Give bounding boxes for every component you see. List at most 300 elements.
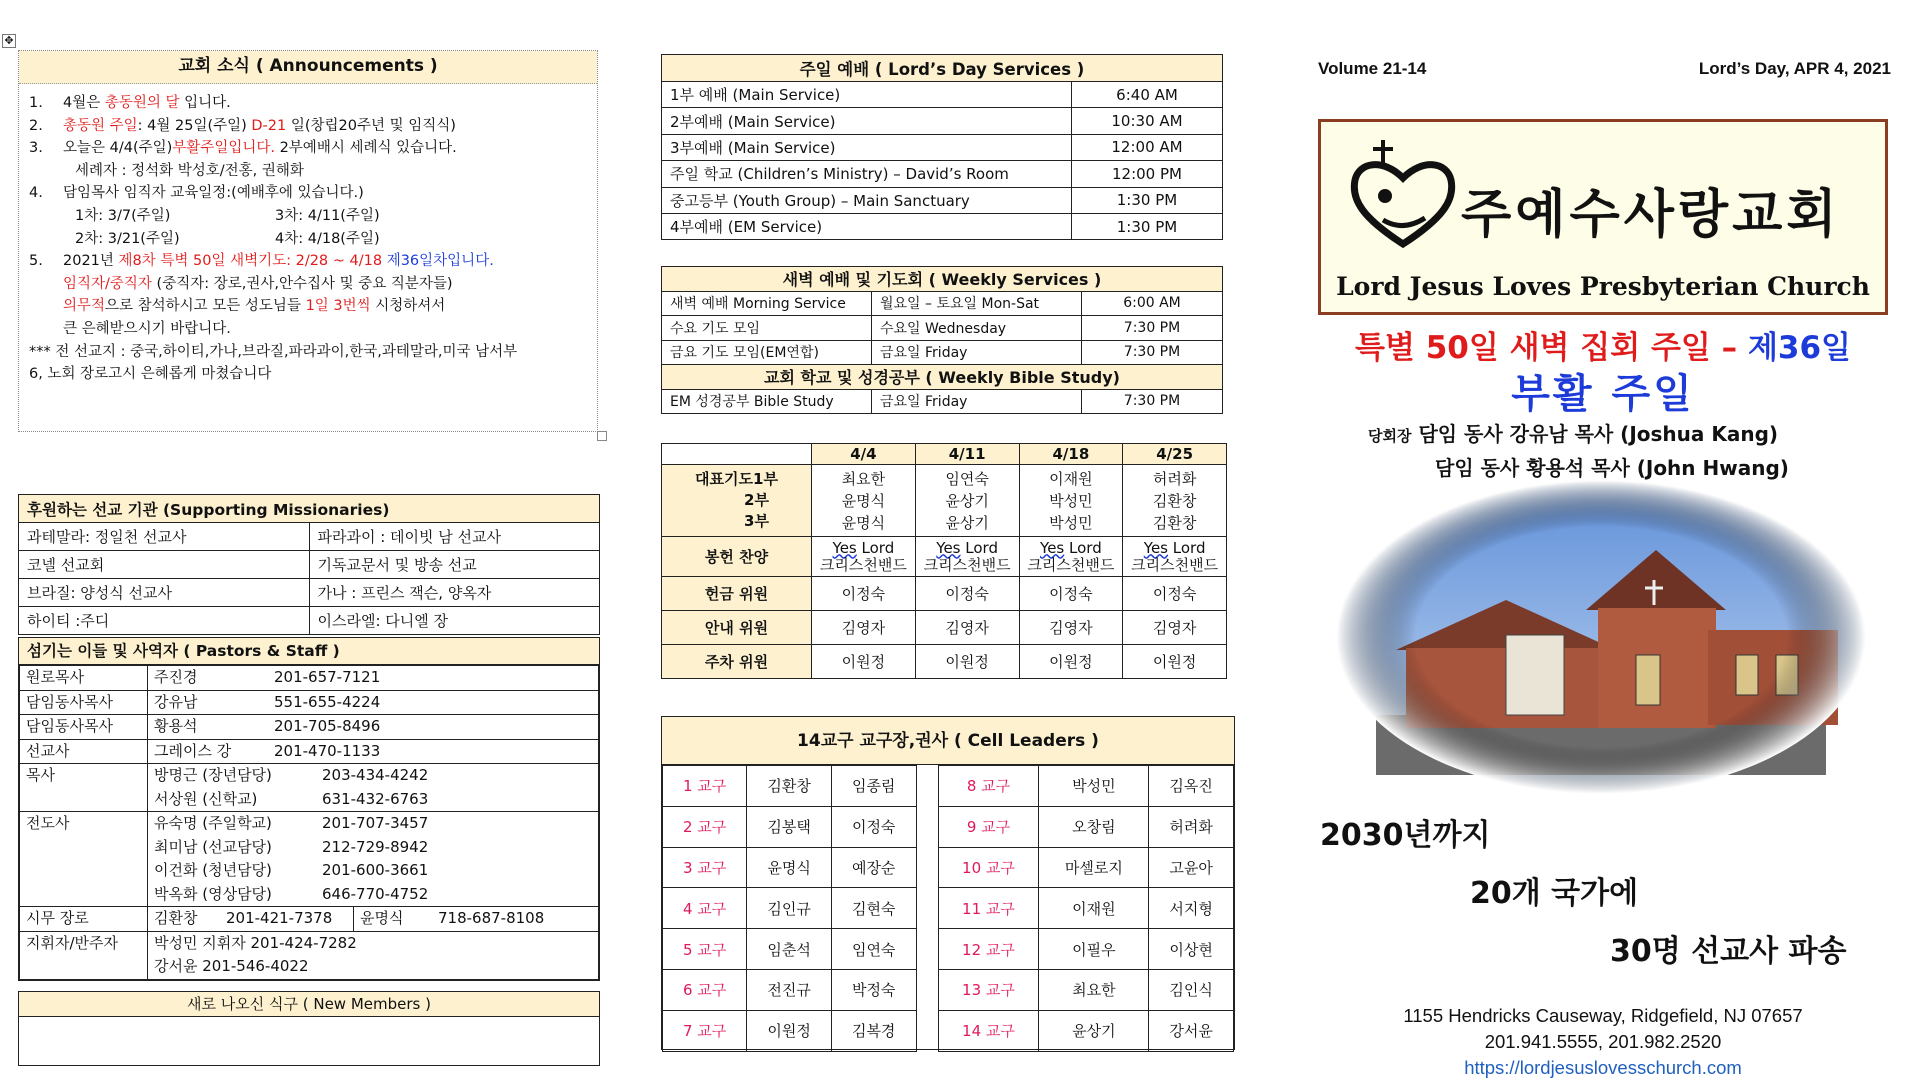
staff-name: 그레이스 강 [154,741,232,760]
conductors-row [20,931,599,979]
staff-name: 최미남 (선교담당) [154,837,272,856]
announcement-item [29,160,587,183]
weekly-day: 금요일 Friday [872,340,1082,365]
weekly-name: 금요 기도 모임(EM연합) [662,340,872,365]
prayer-name: 허려화 [1152,469,1197,488]
new-members-box [18,991,600,1066]
elder-entry [353,907,550,931]
staff-name: 황용석 [154,717,198,735]
weekly-row [662,291,1223,316]
cell-leader-name: 전진규 [747,969,832,1010]
cell-row [663,1010,1234,1051]
staff-phone: 201-707-3457 [322,814,429,832]
staff-phone: 551-655-4224 [274,692,381,711]
staff-info [148,907,599,932]
choir-name-bottom: 크리스천밴드 [1131,555,1219,574]
roster-role: 헌금 위원 [662,577,812,611]
bible-study-title: 교회 학교 및 성경공부 ( Weekly Bible Study) [662,365,1223,390]
prayer-name: 윤상기 [945,513,989,532]
cell-number: 13 교구 [938,969,1039,1010]
text-run: 4월은 [63,95,105,111]
service-time: 6:40 AM [1072,82,1223,108]
cell-number: 6 교구 [663,969,747,1010]
text-run: 2부예배시 세례식 있습니다. [274,140,457,157]
weekly-title: 새벽 예배 및 기도회 ( Weekly Services ) [662,267,1223,292]
weekly-time: 6:00 AM [1082,291,1223,316]
announcement-item-5-line [29,273,587,296]
staff-phone: 212-729-8942 [322,837,429,856]
staff-role-text: 담임동사목사 [26,692,113,711]
cell-leader-name: 오창림 [1039,806,1149,847]
weekly-name: 새벽 예배 Morning Service [662,291,872,316]
prayer-name: 이재원 [1049,469,1093,488]
cell-leader-name: 이재원 [1039,888,1149,929]
staff-role [20,666,148,691]
elders-line [148,907,598,931]
bible-study-row [662,389,1223,414]
staff-info [148,715,599,740]
service-name: 1부 예배 (Main Service) [662,82,1072,108]
cell-leader-name: 김인식 [1149,969,1234,1010]
missionary-entry: 파라과이 : 데이빗 남 선교사 [309,523,600,551]
item-text [63,295,445,318]
text-run: 제36일차입니다. [382,253,494,270]
cell-row [663,888,1234,929]
choir-yes: Yes [1143,538,1168,557]
cell-number: 8 교구 [938,766,1039,807]
elder-entry [148,907,353,931]
roster-name: 김영자 [915,611,1019,645]
prayer-service-label: 대표기도1부 [695,470,778,488]
cell-number: 12 교구 [938,929,1039,970]
volume-label: Volume 21-14 [1318,59,1427,78]
cell-gap [916,806,938,847]
choir-yes: Yes [832,538,857,557]
roster-date: 4/25 [1123,444,1227,465]
service-name: 3부예배 (Main Service) [662,134,1072,160]
missionary-entry: 하이티 :주디 [19,607,310,635]
cell-gap [916,847,938,888]
roster-role: 안내 위원 [662,611,812,645]
staff-role-text: 원로목사 [26,668,84,686]
weekly-name: 수요 기도 모임 [662,316,872,341]
service-row [662,82,1223,108]
cell-leader-name: 이정숙 [831,806,916,847]
roster-name: 이원정 [812,645,916,679]
cell-leader-name: 김봉택 [747,806,832,847]
staff-line [154,691,592,715]
staff-name: 강유남 [154,692,198,711]
roster-row [662,577,1227,611]
item-text [63,250,494,273]
cell-number: 11 교구 [938,888,1039,929]
staff-line [154,715,592,739]
duty-roster-table [661,443,1227,679]
announcement-item [29,137,587,160]
text-run: 총동원 주일 [63,117,138,134]
cell-row [663,806,1234,847]
staff-info [148,666,599,691]
cell-leader-name: 김인규 [747,888,832,929]
cell-leader-name: 예장순 [831,847,916,888]
staff-role [20,764,148,812]
prayer-names [1019,465,1123,537]
leader-prefix: 당회장 [1368,427,1412,445]
staff-name: 주진경 [154,668,198,686]
missionary-row [19,523,600,551]
text-run: 의무적 [63,298,106,315]
service-row [662,108,1223,134]
announcement-item-5-line [29,318,587,341]
address-phones: 201.941.5555, 201.982.2520 [1484,1031,1722,1052]
service-time: 12:00 AM [1072,134,1223,160]
cell-gap [916,1010,938,1051]
bible-study-day: 금요일 Friday [872,389,1082,414]
cell-leader-name: 김복경 [831,1010,916,1051]
missionary-entry: 이스라엘: 다니엘 장 [309,607,600,635]
staff-info [148,739,599,764]
service-name: 2부예배 (Main Service) [662,108,1072,134]
easter-title: 부활 주일 [1511,371,1695,417]
choir-yes: Yes [1040,538,1065,557]
cell-leader-name: 강서윤 [1149,1010,1234,1051]
choir-entry [1123,537,1227,577]
text-run: (중직자: 장로,권사,안수집사 및 중요 직분자들) [151,275,453,292]
cell-leader-name: 김현숙 [831,888,916,929]
staff-role [20,690,148,715]
staff-role-text: 시무 장로 [26,909,89,927]
leader-1: 담임 동사 강유남 목사 (Joshua Kang) [1418,422,1779,446]
text-run: 총동원의 달 [104,95,180,111]
text-run: 일(창립20주년 및 임직식) [286,117,456,134]
elder-phone: 718-687-8108 [438,909,545,927]
missionary-entry: 브라질: 양성식 선교사 [19,579,310,607]
text-run: 2021년 [63,253,119,270]
staff-phone: 203-434-4242 [322,766,429,784]
choir-lord: Lord [1168,538,1206,557]
staff-role [20,907,148,932]
item-text [63,115,456,138]
text-run: 1일 3번씩 [305,298,371,315]
weekly-time: 7:30 PM [1082,316,1223,341]
roster-role: 주차 위원 [662,645,812,679]
roster-corner [662,444,812,465]
announcement-item-5-line [29,295,587,318]
staff-name: 방명근 (장년담당) [154,766,272,784]
service-row [662,134,1223,160]
item-text [75,160,304,183]
staff-role-text: 전도사 [26,814,70,832]
choir-yes: Yes [936,538,961,557]
text-run: 임직자/중직자 [63,275,152,292]
choir-entry [1019,537,1123,577]
pastors-table [19,665,599,980]
missionary-entry: 코넬 선교회 [19,551,310,579]
prayer-service-label: 2부 [744,491,769,509]
staff-role [20,812,148,907]
cell-leader-name: 박정숙 [831,969,916,1010]
item-number: 5. [29,253,43,270]
staff-role-text: 목사 [26,766,55,784]
cell-gap [916,929,938,970]
heart-cross-icon [1343,140,1463,260]
roster-date: 4/11 [915,444,1019,465]
weekly-row [662,316,1223,341]
staff-name: 이건화 (청년담당) [154,861,272,879]
staff-line [154,666,592,690]
staff-phone: 201-470-1133 [274,741,381,760]
roster-name: 김영자 [812,611,916,645]
item-text [63,273,453,296]
text-run: 시청하셔서 [370,298,446,315]
choir-lord: Lord [1064,538,1102,557]
cell-leader-name: 고윤아 [1149,847,1234,888]
roster-name: 이정숙 [915,577,1019,611]
cell-number: 1 교구 [663,766,747,807]
training-schedule-row [29,205,587,228]
staff-line [154,740,592,764]
prayer-names [812,465,916,537]
roster-name: 이정숙 [812,577,916,611]
elder-name: 윤명식 [360,909,404,927]
staff-line [154,883,592,907]
elder-phone: 201-421-7378 [226,909,333,927]
text-run: 세례자 : 정석화 박성호/전홍, 권해화 [75,162,304,179]
choir-name-bottom: 크리스천밴드 [1027,555,1115,574]
roster-name: 이원정 [1123,645,1227,679]
training-schedule-row [29,228,587,251]
item-number: 4. [29,185,43,202]
bible-study-time: 7:30 PM [1082,389,1223,414]
text-run: : 4월 25일(주일) [137,117,252,134]
prayer-name: 윤상기 [945,491,989,510]
cell-gap [916,969,938,1010]
cell-number: 14 교구 [938,1010,1039,1051]
cell-leader-name: 서지형 [1149,888,1234,929]
roster-date: 4/4 [812,444,916,465]
staff-phone: 201-705-8496 [274,717,381,735]
staff-role [20,931,148,979]
cell-leaders-title: 14교구 교구장,권사 ( Cell Leaders ) [662,717,1234,765]
choir-name-top [1125,540,1224,557]
text-run: 입니다. [179,95,231,111]
address-street: 1155 Hendricks Causeway, Ridgefield, NJ 07657 [1403,1005,1803,1026]
announcements-body [19,84,597,386]
schedule-entry: 2차: 3/21(주일) [75,230,180,247]
cell-number: 4 교구 [663,888,747,929]
item-text [63,318,231,341]
cell-leaders-table [662,765,1234,1052]
text-run: 부활주일입니다. [172,140,275,157]
staff-name: 박옥화 (영상담당) [154,884,272,903]
cell-leader-name: 김환창 [747,766,832,807]
staff-row [20,739,599,764]
prayer-name: 윤명식 [841,491,886,510]
missionary-row [19,607,600,635]
service-row [662,213,1223,239]
special-day-count: 제36일 [1747,330,1851,366]
service-name: 4부예배 (EM Service) [662,213,1072,239]
cell-leader-name: 임연숙 [831,929,916,970]
special-service-text: 특별 50일 새벽 집회 주일 – [1355,330,1748,366]
mission-fields-line: *** 전 선교지 : 중국,하이티,가나,브라질,파라과이,한국,과테말라,미국 남서부 [29,343,518,360]
schedule-entry: 3차: 4/11(주일) [275,207,380,224]
services-title: 주일 예배 ( Lord’s Day Services ) [662,55,1223,82]
bible-study-name: EM 성경공부 Bible Study [662,389,872,414]
item-number: 2. [29,117,43,134]
schedule-entry: 4차: 4/18(주일) [275,230,380,247]
prayer-name: 임연숙 [945,469,989,488]
cell-leader-name: 윤상기 [1039,1010,1149,1051]
weekly-row [662,340,1223,365]
announcement-item-6: 6, 노회 장로고시 은혜롭게 마쳤습니다 [29,366,272,383]
staff-phone: 631-432-6763 [322,789,429,808]
item-text [63,182,364,205]
logo-english-name: Lord Jesus Loves Presbyterian Church [1336,272,1870,301]
services-table [661,54,1223,240]
staff-role-text: 지휘자/반주자 [26,933,118,952]
item-number: 1. [29,95,43,111]
pastors-staff-box [18,637,600,981]
announcement-item [29,92,587,115]
text-run: 오늘은 4/4(주일) [63,140,173,157]
text-run: 으로 참석하시고 모든 성도님들 [105,298,306,315]
cell-row [663,929,1234,970]
missionary-row [19,551,600,579]
missionary-row [19,579,600,607]
announcement-item [29,182,587,205]
choir-label: 봉헌 찬양 [662,537,812,577]
choir-entry [915,537,1019,577]
elders-row [20,907,599,932]
roster-name: 이정숙 [1019,577,1123,611]
leader-line-1 [1368,418,1778,447]
cell-gap [916,766,938,807]
prayer-name: 박성민 [1049,513,1093,532]
staff-role-text: 선교사 [26,741,70,760]
item-text [63,137,457,160]
cell-row [663,969,1234,1010]
weekly-day: 수요일 Wednesday [872,316,1082,341]
weekly-day: 월요일 – 토요일 Mon-Sat [872,291,1082,316]
weekly-time: 7:30 PM [1082,340,1223,365]
item-number [41,160,75,183]
prayer-names [915,465,1019,537]
staff-phone: 201-600-3661 [322,861,429,879]
elder-name: 김환창 [154,909,198,927]
service-name: 중고등부 (Youth Group) – Main Sanctuary [662,187,1072,213]
text-run: 담임목사 임직자 교육일정:(예배후에 있습니다.) [63,185,364,202]
logo-korean-name: 주예수사랑교회 [1461,184,1841,245]
leader-2: 담임 동사 황용석 목사 (John Hwang) [1435,456,1789,480]
roster-name: 이원정 [1019,645,1123,679]
roster-name: 김영자 [1123,611,1227,645]
staff-row [20,666,599,691]
prayer-name: 최요한 [841,469,886,488]
vision-line-2: 20개 국가에 [1470,876,1639,911]
cell-leaders-box [661,716,1235,1050]
staff-row [20,715,599,740]
weekly-services-table [661,266,1223,414]
announcements-title: 교회 소식 ( Announcements ) [19,51,597,84]
cell-leader-name: 이상현 [1149,929,1234,970]
service-time: 1:30 PM [1072,187,1223,213]
cell-leader-name: 최요한 [1039,969,1149,1010]
choir-name-bottom: 크리스천밴드 [923,555,1011,574]
staff-role [20,715,148,740]
schedule-entry: 1차: 3/7(주일) [75,207,171,224]
staff-line [154,836,592,860]
service-time: 10:30 AM [1072,108,1223,134]
vision-line-3: 30명 선교사 파송 [1610,934,1847,969]
roster-row [662,611,1227,645]
church-address [1318,1003,1888,1081]
prayer-name: 윤명식 [841,513,886,532]
cell-leader-name: 이필우 [1039,929,1149,970]
missionary-entry: 가나 : 프린스 잭슨, 양옥자 [309,579,600,607]
choir-name-top [1022,540,1121,557]
cell-number: 9 교구 [938,806,1039,847]
cell-leader-name: 이원정 [747,1010,832,1051]
cell-row [663,847,1234,888]
item-text [63,92,231,115]
staff-info [148,812,599,907]
service-row [662,187,1223,213]
prayer-label [662,465,812,537]
choir-entry [812,537,916,577]
roster-name: 이원정 [915,645,1019,679]
staff-phone: 201-657-7121 [274,668,381,686]
staff-name: 서상원 (신학교) [154,789,258,808]
new-members-title: 새로 나오신 식구 ( New Members ) [19,992,599,1017]
service-time: 1:30 PM [1072,213,1223,239]
announcement-item-5 [29,250,587,273]
cell-leader-name: 임춘석 [747,929,832,970]
roster-date: 4/18 [1019,444,1123,465]
staff-row [20,812,599,907]
staff-row [20,690,599,715]
service-name: 주일 학교 (Children’s Ministry) – David’s Room [662,161,1072,187]
staff-line [154,788,592,812]
prayer-service-label: 3부 [744,512,769,530]
cell-number: 10 교구 [938,847,1039,888]
missionaries-title: 후원하는 선교 기관 (Supporting Missionaries) [19,495,600,523]
cell-leader-name: 마셀로지 [1039,847,1149,888]
cell-leader-name: 박성민 [1039,766,1149,807]
staff-line [154,764,592,788]
special-service-line [1318,322,1888,367]
staff-line [154,812,592,836]
cell-row [663,766,1234,807]
vision-line-1: 2030년까지 [1320,818,1491,853]
move-handle-icon[interactable]: ✥ [2,34,16,48]
staff-info [148,931,599,979]
resize-handle[interactable] [597,431,607,441]
prayer-name: 김환창 [1152,491,1197,510]
staff-info [148,764,599,812]
prayer-names [1123,465,1227,537]
cell-leader-name: 김옥진 [1149,766,1234,807]
website-link[interactable]: https://lordjesuslovesschurch.com [1464,1057,1742,1078]
staff-line [154,859,592,883]
missionaries-table [18,494,600,635]
choir-lord: Lord [960,538,998,557]
choir-name-bottom: 크리스천밴드 [819,555,907,574]
conductor-line: 강서윤 201-546-4022 [154,957,309,975]
service-row [662,161,1223,187]
text-run: 제8차 특벽 50일 새벽기도: 2/28 ~ 4/18 [118,253,383,270]
church-logo [1318,119,1888,315]
